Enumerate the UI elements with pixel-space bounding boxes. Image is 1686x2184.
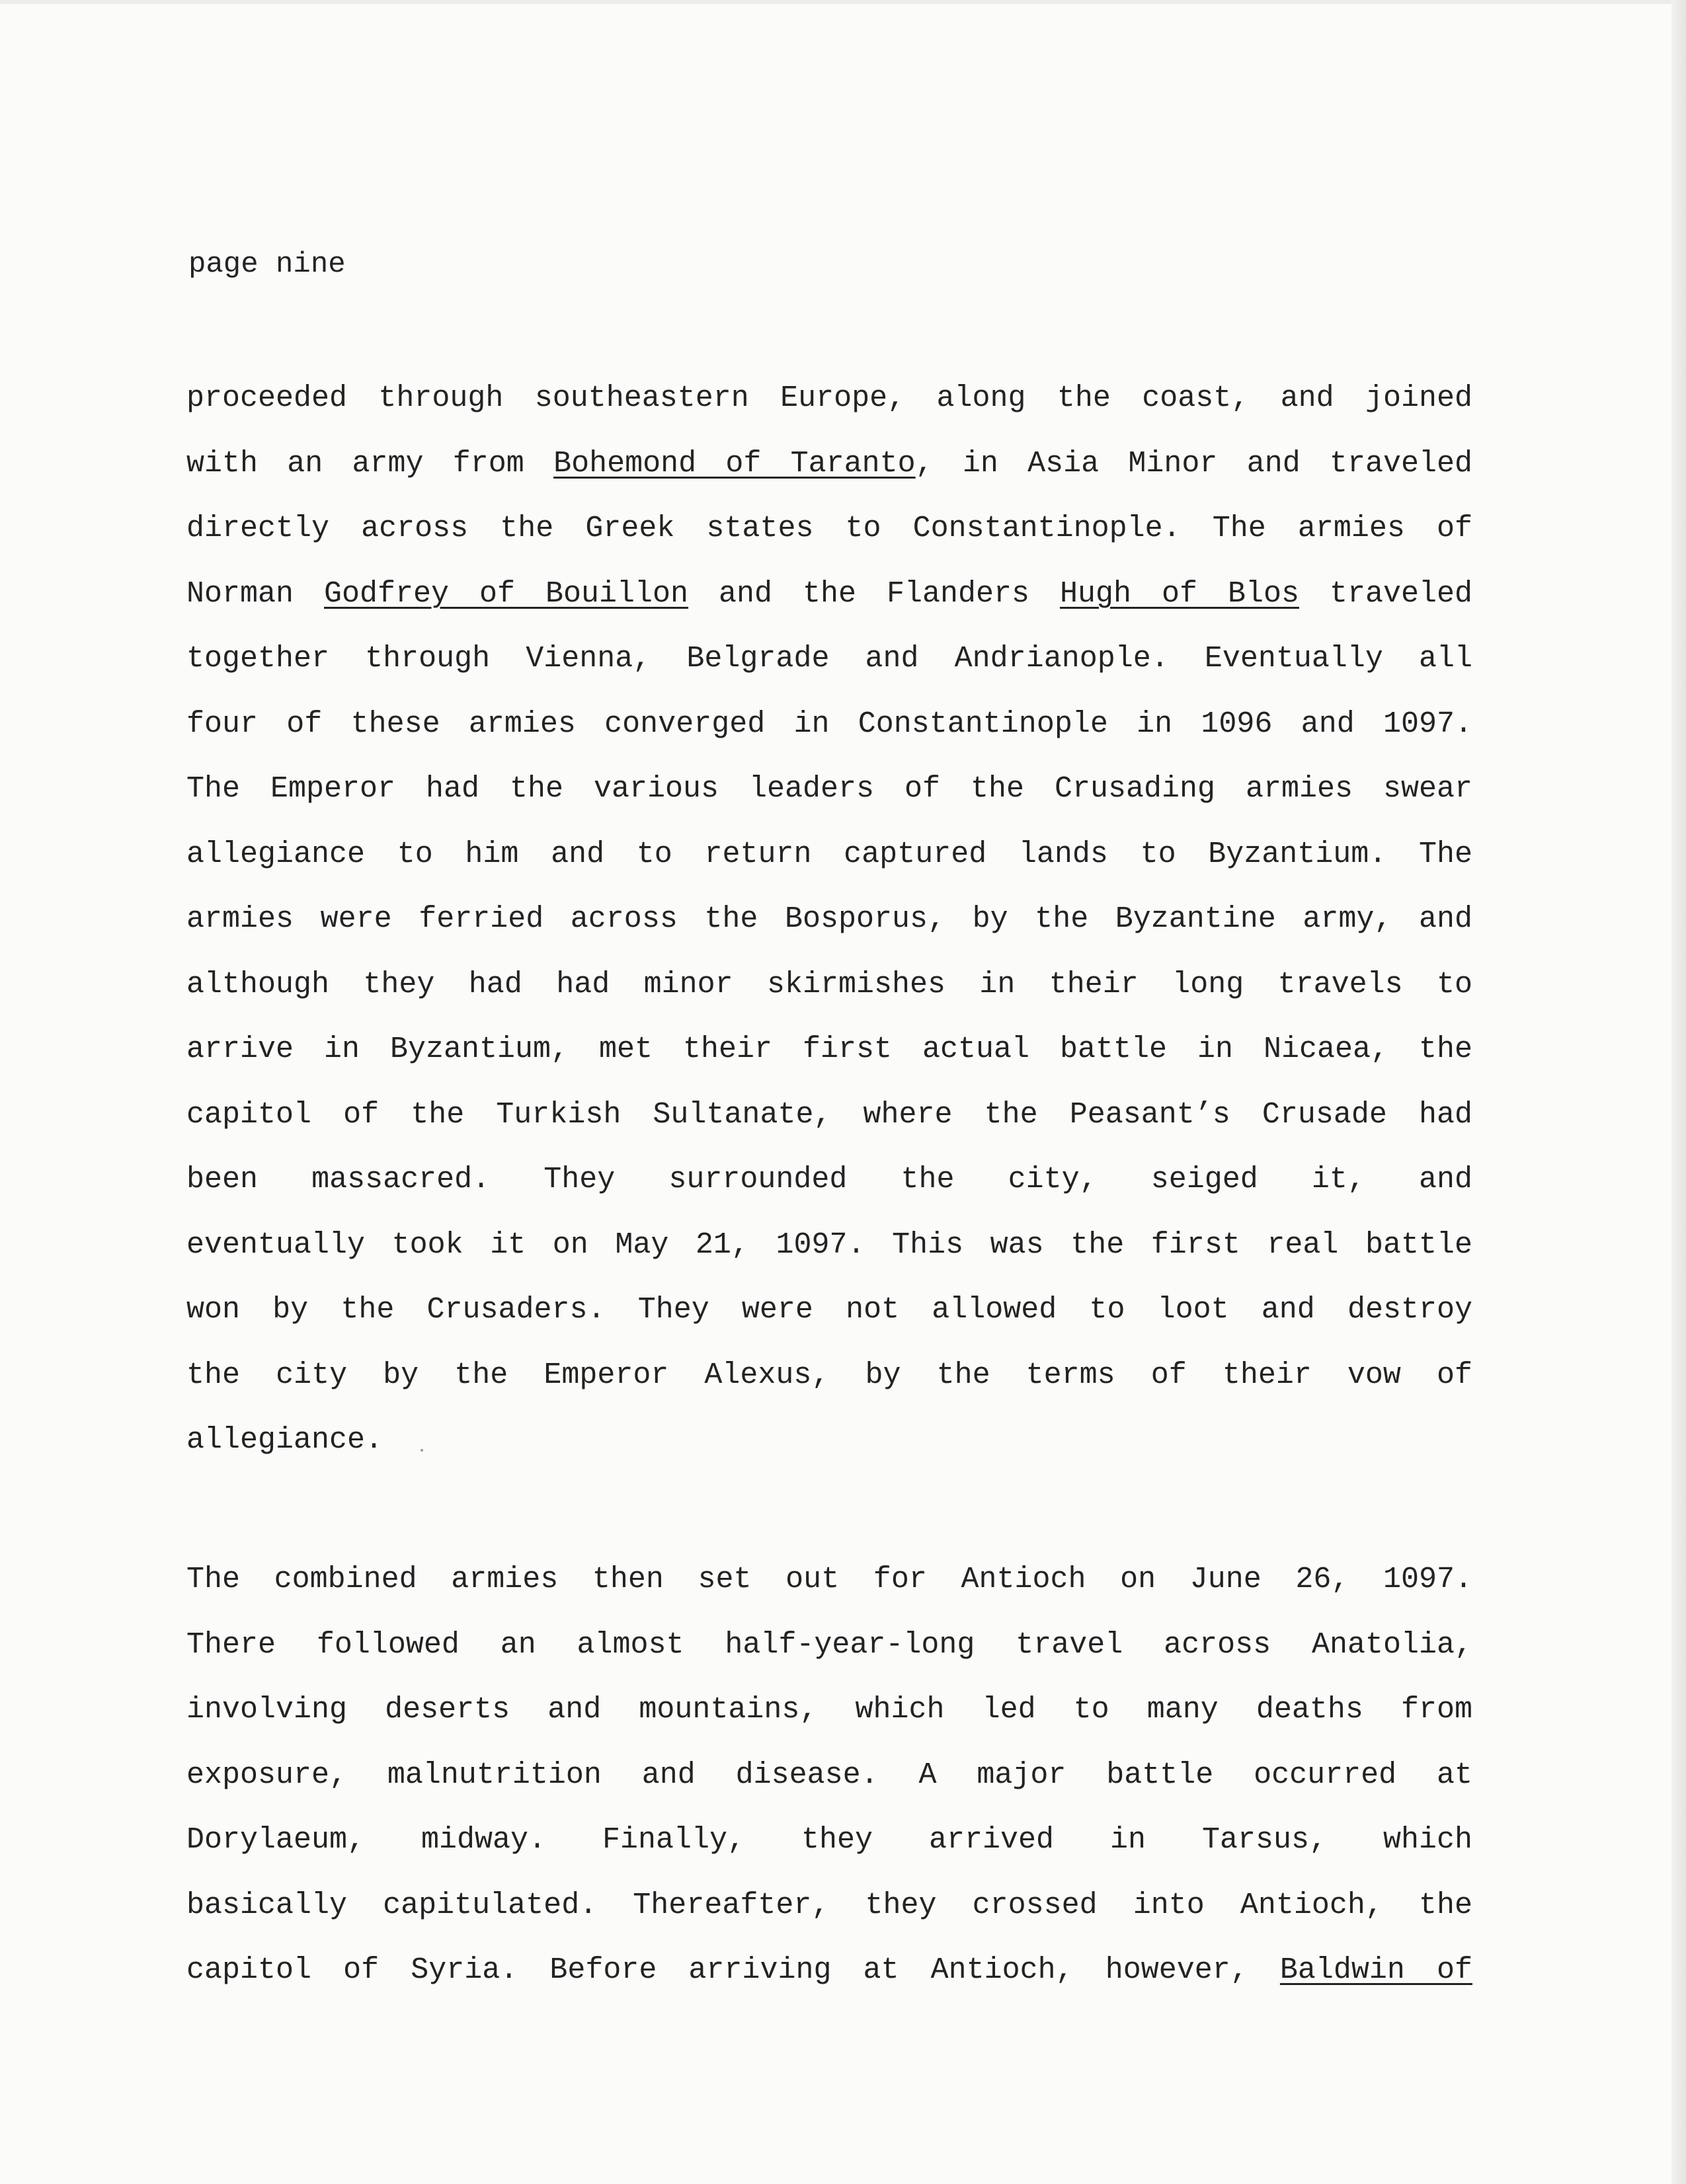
text-line: although they had had minor skirmishes in their long travels to	[186, 967, 1472, 1001]
text-line: armies were ferried across the Bosporus, by the Byzantine army, and	[186, 902, 1472, 936]
scan-right-edge	[1671, 0, 1686, 2184]
text-line: capitol of Syria. Before arriving at Antioch, however, Baldwin of	[186, 1953, 1472, 1987]
scan-speck	[421, 1449, 423, 1452]
text-line: exposure, malnutrition and disease. A major battle occurred at	[186, 1758, 1472, 1792]
underlined-name-bohemond: Bohemond of Taranto	[553, 446, 916, 481]
text-line: proceeded through southeastern Europe, along the coast, and joined	[186, 381, 1472, 415]
text-line: Norman Godfrey of Bouillon and the Flanders Hugh of Blos traveled	[186, 576, 1472, 611]
text-line: been massacred. They surrounded the city, seiged it, and	[186, 1163, 1472, 1196]
text-line: There followed an almost half-year-long travel across Anatolia,	[186, 1627, 1472, 1662]
text-line: together through Vienna, Belgrade and Andrianople. Eventually all	[186, 642, 1472, 676]
text-line: The Emperor had the various leaders of the Crusading armies swear	[186, 772, 1472, 806]
underlined-name-hugh: Hugh of Blos	[1059, 576, 1299, 611]
text-line: The combined armies then set out for Antioch on June 26, 1097.	[186, 1563, 1472, 1596]
text-line: Dorylaeum, midway. Finally, they arrived in Tarsus, which	[186, 1823, 1472, 1857]
text-line: directly across the Greek states to Constantinople. The armies of	[186, 512, 1472, 545]
text-line: arrive in Byzantium, met their first actual battle in Nicaea, the	[186, 1033, 1472, 1066]
text-line: basically capitulated. Thereafter, they crossed into Antioch, the	[186, 1888, 1472, 1922]
text-line: allegiance to him and to return captured lands to Byzantium. The	[186, 837, 1472, 871]
text-line: with an army from Bohemond of Taranto, in Asia Minor and traveled	[186, 446, 1472, 481]
text-line: capitol of the Turkish Sultanate, where the Peasant’s Crusade had	[186, 1097, 1472, 1132]
underlined-name-godfrey: Godfrey of Bouillon	[324, 576, 689, 611]
paragraph-1	[186, 379, 1472, 1486]
text-line: the city by the Emperor Alexus, by the terms of their vow of	[186, 1358, 1472, 1392]
page-header: page nine	[188, 248, 346, 281]
underlined-name-baldwin: Baldwin of	[1279, 1953, 1472, 1987]
paragraph-2	[186, 1560, 1472, 2016]
scan-top-edge	[0, 0, 1686, 4]
text-line: involving deserts and mountains, which led to many deaths from	[186, 1693, 1472, 1727]
text-line: won by the Crusaders. They were not allowed to loot and destroy	[186, 1293, 1472, 1327]
text-line: four of these armies converged in Constantinople in 1096 and 1097.	[186, 707, 1472, 741]
text-line: eventually took it on May 21, 1097. This was the first real battle	[186, 1228, 1472, 1262]
text-line: allegiance.	[186, 1423, 383, 1457]
